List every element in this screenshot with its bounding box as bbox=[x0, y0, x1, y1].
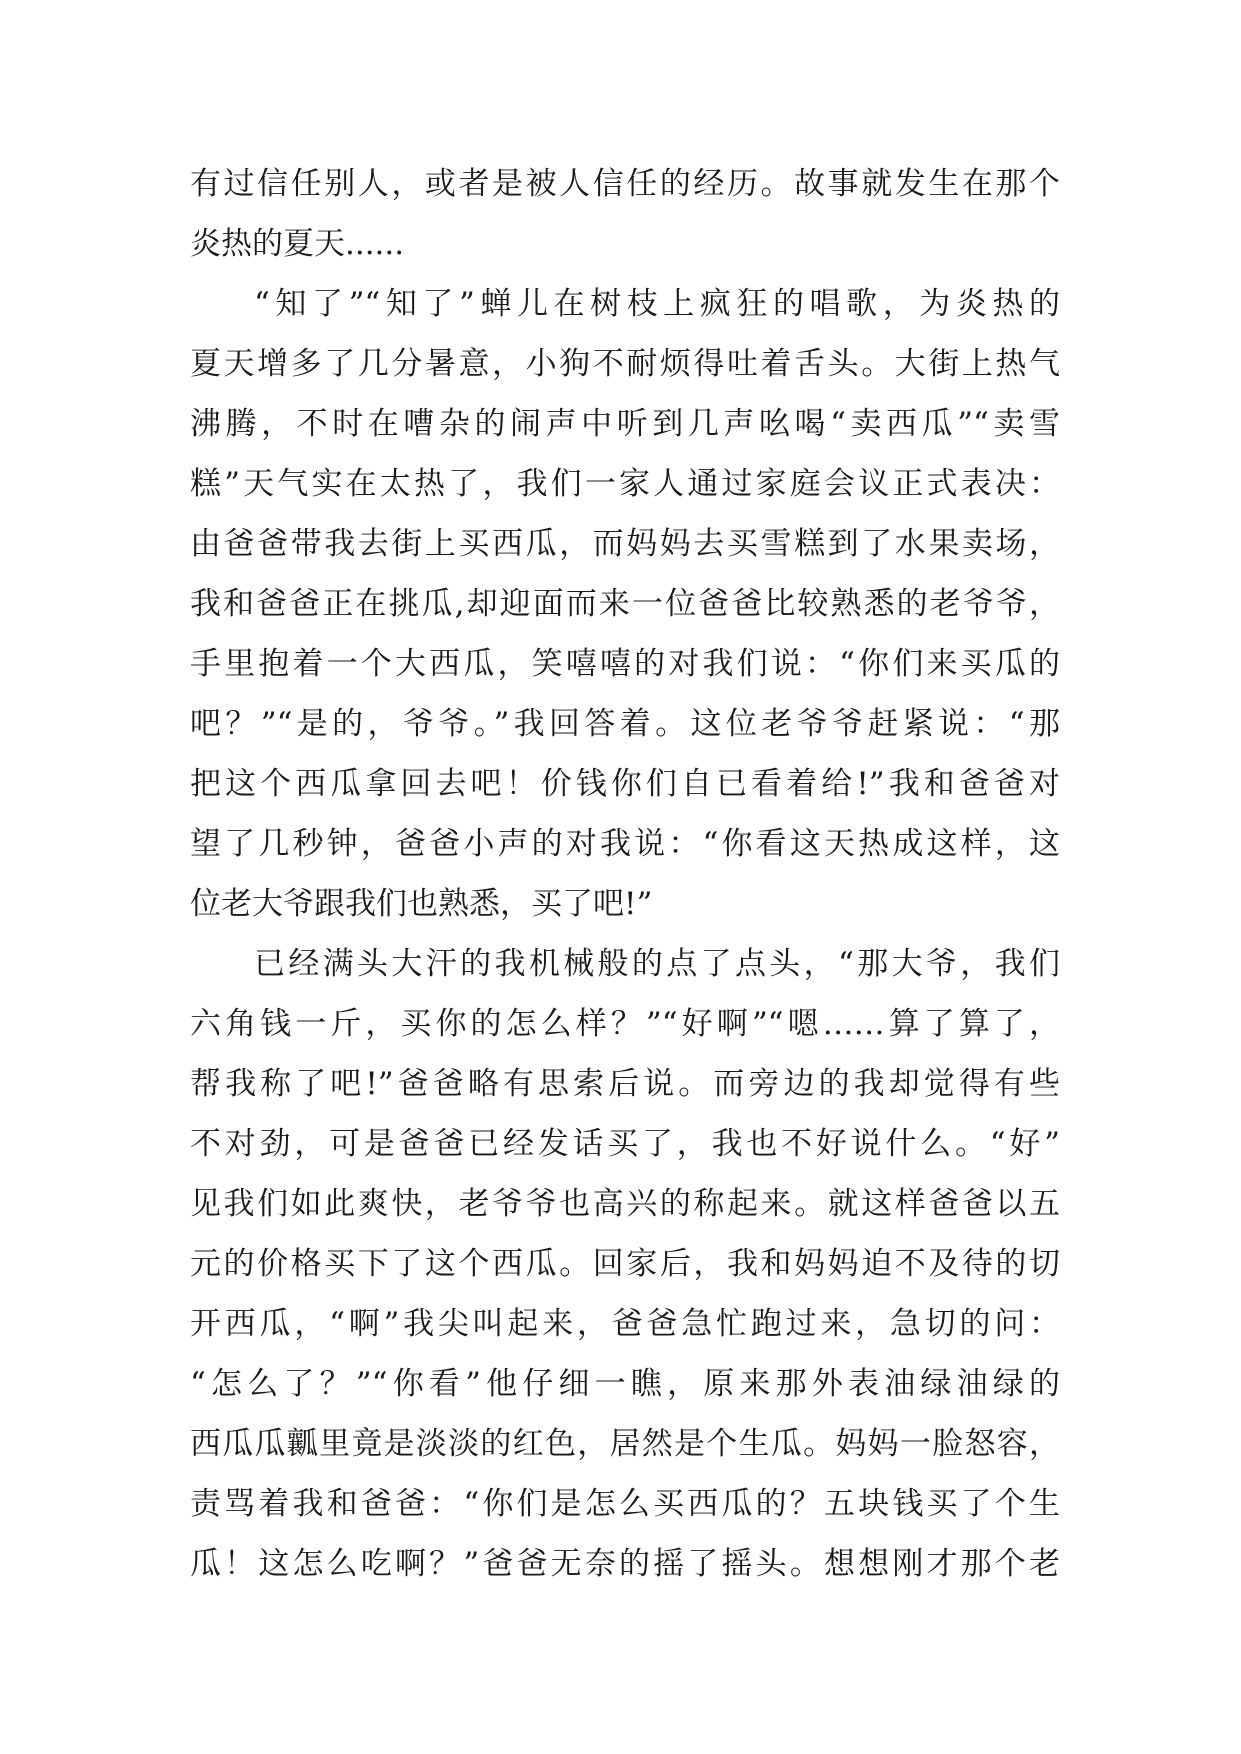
text-line: 位老大爷跟我们也熟悉，买了吧!” bbox=[190, 886, 653, 922]
text-line: 不对劲，可是爸爸已经发话买了，我也不好说什么。“好” bbox=[190, 1126, 1060, 1162]
text-line: 元的价格买下了这个西瓜。回家后，我和妈妈迫不及待的切 bbox=[190, 1246, 1060, 1282]
text-line: 夏天增多了几分暑意，小狗不耐烦得吐着舌头。大街上热气 bbox=[190, 346, 1060, 382]
text-line: 由爸爸带我去街上买西瓜，而妈妈去买雪糕到了水果卖场， bbox=[190, 526, 1060, 562]
text-line: 有过信任别人，或者是被人信任的经历。故事就发生在那个 bbox=[190, 166, 1060, 202]
text-line: 炎热的夏天...... bbox=[190, 226, 405, 262]
paragraph-first-line: “知了”“知了”蝉儿在树枝上疯狂的唱歌，为炎热的 bbox=[254, 286, 1060, 322]
text-line: 沸腾，不时在嘈杂的闹声中听到几声吆喝“卖西瓜”“卖雪 bbox=[190, 406, 1060, 442]
text-line: 六角钱一斤，买你的怎么样？”“好啊”“嗯……算了算了， bbox=[190, 1006, 1060, 1042]
paragraph-first-line: 已经满头大汗的我机械般的点了点头，“那大爷，我们 bbox=[254, 946, 1060, 982]
text-line: 糕”天气实在太热了，我们一家人通过家庭会议正式表决： bbox=[190, 466, 1060, 502]
text-line: 瓜！这怎么吃啊？”爸爸无奈的摇了摇头。想想刚才那个老 bbox=[190, 1546, 1060, 1582]
text-line: 见我们如此爽快，老爷爷也高兴的称起来。就这样爸爸以五 bbox=[190, 1186, 1060, 1222]
body-text bbox=[190, 154, 1060, 1594]
text-line: 西瓜瓜瓤里竟是淡淡的红色，居然是个生瓜。妈妈一脸怒容， bbox=[190, 1426, 1060, 1462]
text-line: 吧？”“是的，爷爷。”我回答着。这位老爷爷赶紧说：“那 bbox=[190, 706, 1060, 742]
text-line: 我和爸爸正在挑瓜,却迎面而来一位爸爸比较熟悉的老爷爷， bbox=[190, 586, 1060, 622]
text-line: 手里抱着一个大西瓜，笑嘻嘻的对我们说：“你们来买瓜的 bbox=[190, 646, 1060, 682]
text-line: “怎么了？”“你看”他仔细一瞧，原来那外表油绿油绿的 bbox=[190, 1366, 1060, 1402]
text-line: 帮我称了吧!”爸爸略有思索后说。而旁边的我却觉得有些 bbox=[190, 1066, 1060, 1102]
text-line: 责骂着我和爸爸：“你们是怎么买西瓜的？五块钱买了个生 bbox=[190, 1486, 1060, 1522]
text-line: 望了几秒钟，爸爸小声的对我说：“你看这天热成这样，这 bbox=[190, 826, 1060, 862]
text-line: 开西瓜，“啊”我尖叫起来，爸爸急忙跑过来，急切的问： bbox=[190, 1306, 1060, 1342]
text-line: 把这个西瓜拿回去吧！价钱你们自已看着给!”我和爸爸对 bbox=[190, 766, 1060, 802]
